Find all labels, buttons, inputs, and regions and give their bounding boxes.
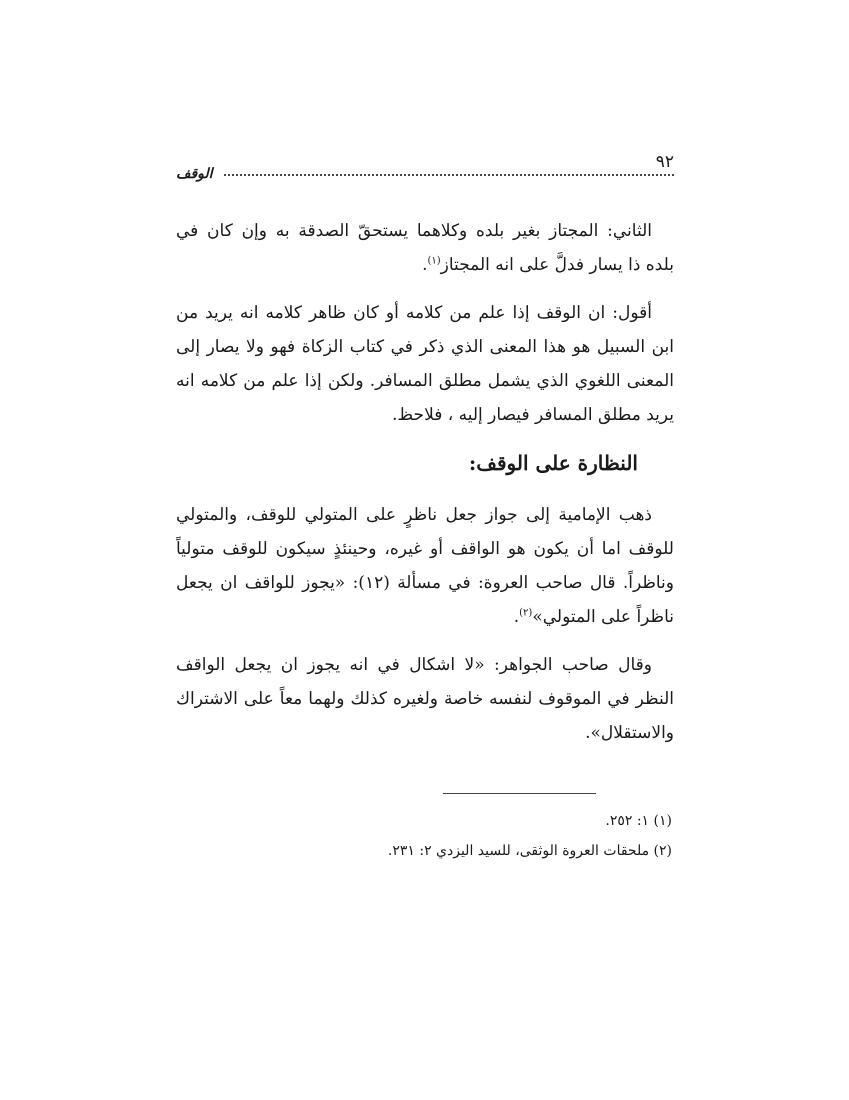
paragraph-1-text: الثاني: المجتاز بغير بلده وكلاهما يستحقّ الصدقة به وإن كان في بلده ذا يسار فدلَّ على انه المجتاز <box>176 221 674 275</box>
footnote-1: (١) ١: ٢٥٢. <box>605 813 672 829</box>
page-body <box>176 214 674 750</box>
footnote-ref-1: (١) <box>427 255 441 267</box>
page-number: ٩٢ <box>655 152 674 172</box>
footnote-ref-2: (٢) <box>519 607 533 619</box>
page-header <box>176 152 674 182</box>
paragraph-1-end: . <box>422 255 428 275</box>
footnote-separator <box>443 793 596 794</box>
paragraph-3-text: ذهب الإمامية إلى جواز جعل ناظرٍ على المتولي للوقف، والمتولي للوقف اما أن يكون هو الواقف أو غيره، وحينئذٍ سيكون للوقف متولياً وناظراً. قال صاحب العروة: في مسألة (١٢): «يجوز للواقف ان يجعل ناظراً على المتولي» <box>176 505 674 627</box>
footnotes <box>176 806 674 866</box>
paragraph-4: وقال صاحب الجواهر: «لا اشكال في انه يجوز ان يجعل الواقف النظر في الموقوف لنفسه خاصة ولغيره كذلك ولهما معاً على الاشتراك والاستقلال». <box>176 655 674 743</box>
footnote-2: (٢) ملحقات العروة الوثقى، للسيد اليزدي ٢: ٢٣١. <box>387 843 672 859</box>
paragraph-3 <box>176 498 674 634</box>
header-dotted-leader <box>224 174 674 176</box>
paragraph-2: أقول: ان الوقف إذا علم من كلامه أو كان ظاهر كلامه انه يريد من ابن السبيل هو هذا المعنى الذي ذكر في كتاب الزكاة فهو ولا يصار إلى المعنى اللغوي الذي يشمل مطلق المسافر. ولكن إذا علم من كلامه انه يريد مطلق المسافر فيصار إليه ، فلاحظ. <box>176 303 674 425</box>
paragraph-1 <box>176 214 674 282</box>
running-title: الوقف <box>176 166 213 182</box>
paragraph-3-end: . <box>513 607 520 627</box>
section-heading: النظارة على الوقف: <box>468 451 638 475</box>
